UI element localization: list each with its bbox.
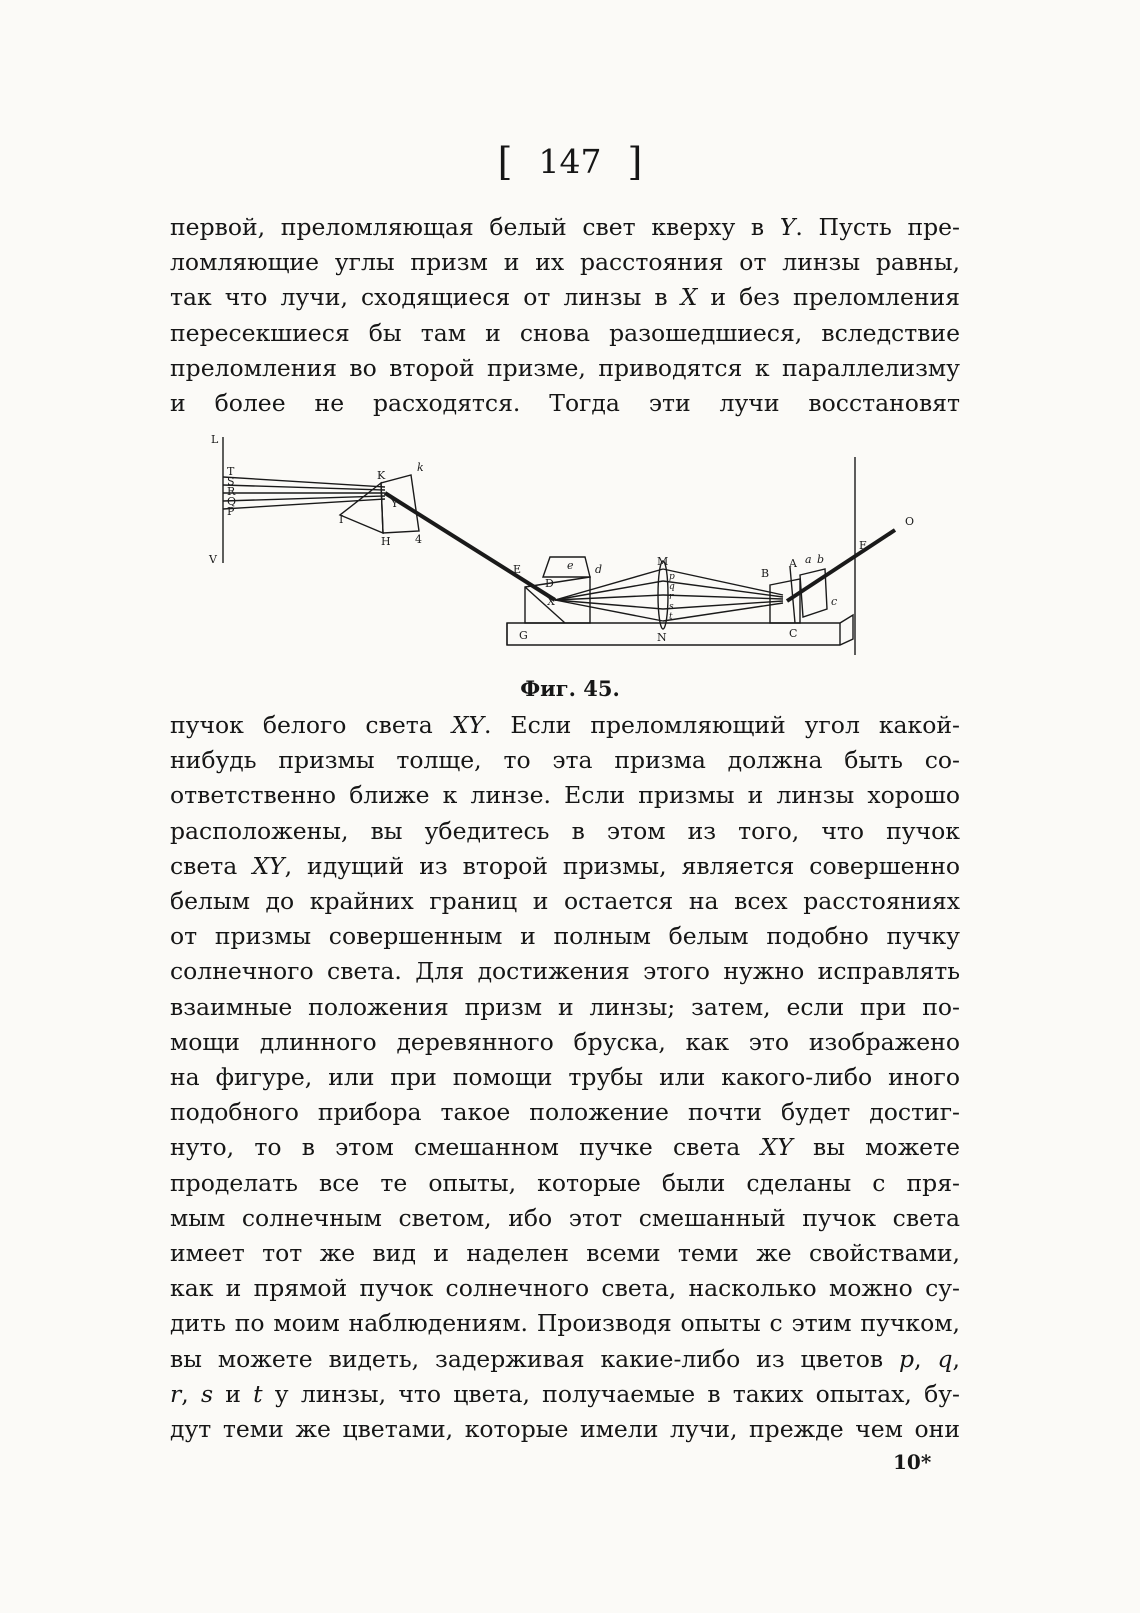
text-run: преломления во второй призме, приводятся к параллелизму [170, 353, 960, 382]
text-run: мощи длинного деревянного бруска, как это изображено [170, 1027, 960, 1056]
text-run: нибудь призмы толще, то эта призма должна быть со- [170, 746, 960, 775]
text-line [170, 743, 960, 778]
math-symbol: X [680, 283, 698, 312]
label-d: d [595, 563, 603, 576]
left-bracket: [ [497, 140, 513, 184]
text-run: мым солнечным светом, ибо этот смешанный пучок света [170, 1203, 960, 1232]
text-line [170, 919, 960, 954]
math-symbol: p [899, 1344, 915, 1373]
label-a: a [805, 553, 812, 566]
text-run: взаимные положения призм и линзы; затем, если при по- [170, 992, 960, 1021]
text-run: на фигуре, или при помощи трубы или какого-либо иного [170, 1063, 960, 1092]
beam-fo [787, 530, 895, 601]
text-line [170, 245, 960, 280]
text-line [170, 1095, 960, 1130]
text-line [170, 1412, 960, 1447]
bench [507, 615, 853, 645]
page-number: 147 [538, 142, 602, 181]
text-line [170, 778, 960, 813]
label-Q: Q [227, 495, 237, 508]
label-c: c [831, 595, 838, 608]
ray [663, 595, 783, 599]
label-p: p [669, 572, 675, 582]
text-run: и более не расходятся. Тогда эти лучи восстановят [170, 389, 960, 418]
text-run: . Пусть пре- [795, 213, 960, 241]
label-H: H [381, 535, 391, 548]
text-line [170, 316, 960, 351]
text-run: как и прямой пучок солнечного света, насколько можно су- [170, 1274, 960, 1303]
text-line [170, 849, 960, 884]
math-symbol: t [253, 1379, 263, 1408]
text-line [170, 814, 960, 849]
label-L: L [211, 433, 219, 446]
text-line [170, 386, 960, 421]
text-line [170, 1060, 960, 1095]
label-e: e [567, 559, 574, 572]
text-line [170, 1130, 960, 1165]
figure-caption: Фиг. 45. [520, 676, 620, 701]
text-line [170, 1306, 960, 1341]
text-line [170, 990, 960, 1025]
text-line [170, 1271, 960, 1306]
label-I: I [339, 513, 344, 526]
text-run: , [952, 1344, 960, 1373]
text-run: проделать все те опыты, которые были сделаны с пря- [170, 1168, 960, 1197]
text-line [170, 1377, 960, 1412]
text-line [170, 884, 960, 919]
label-S: S [227, 475, 235, 488]
text-run: белым до крайних границ и остается на всех расстояниях [170, 887, 960, 916]
page-header [0, 140, 1140, 184]
text-run: . Если преломляющий угол какой- [483, 711, 960, 739]
text-run: пучок белого света [170, 711, 452, 739]
label-k: k [417, 461, 424, 474]
text-line [170, 1236, 960, 1271]
ray [555, 600, 663, 621]
label-R: R [227, 485, 236, 498]
text-line [170, 351, 960, 386]
ray [555, 600, 663, 609]
text-line [170, 280, 960, 315]
math-symbol: q [937, 1344, 953, 1373]
label-E: E [513, 563, 522, 576]
figure-45 [205, 433, 915, 685]
math-symbol: XY [252, 851, 285, 880]
text-run: , идущий из второй призмы, является совершенно [284, 851, 961, 880]
math-symbol: XY [451, 711, 484, 739]
label-F: F [859, 539, 867, 552]
label-b: b [817, 553, 825, 566]
label-A: A [789, 557, 797, 570]
text-run: и [213, 1379, 254, 1408]
label-T: T [227, 465, 235, 478]
text-run: подобного прибора такое положение почти будет достиг- [170, 1098, 960, 1127]
label-M: M [657, 555, 669, 568]
label-h: 4 [415, 533, 422, 546]
text-run: дут теми же цветами, которые имели лучи, прежде чем они [170, 1415, 960, 1444]
paragraph-main [170, 708, 960, 1447]
math-symbol: Y [779, 213, 796, 241]
text-line [170, 1025, 960, 1060]
optics-diagram [205, 433, 915, 685]
page-signature: 10* [893, 1450, 932, 1474]
text-run: расположены, вы убедитесь в этом из того, что пучок [170, 816, 960, 845]
label-C: C [789, 627, 798, 640]
label-K: K [377, 469, 386, 482]
text-run: ответственно ближе к линзе. Если призмы и линзы хорошо [170, 781, 960, 810]
text-run: вы можете [792, 1133, 960, 1162]
label-N: N [657, 631, 667, 644]
math-symbol: r [170, 1379, 182, 1408]
text-run: , [181, 1379, 201, 1408]
text-line [170, 210, 960, 245]
text-line [170, 708, 960, 743]
text-run: нуто, то в этом смешанном пучке света [170, 1133, 761, 1162]
label-X: X [547, 595, 555, 608]
text-line [170, 1201, 960, 1236]
text-run: пересекшиеся бы там и снова разошедшиеся, вследствие [170, 318, 960, 347]
text-line [170, 954, 960, 989]
label-Y: Y [391, 497, 399, 510]
text-run: ломляющие углы призм и их расстояния от линзы равны, [170, 248, 960, 277]
label-q: q [669, 582, 675, 592]
label-G: G [519, 629, 528, 642]
text-run: вы можете видеть, задерживая какие-либо из цветов [170, 1344, 900, 1373]
text-line [170, 1166, 960, 1201]
label-D: D [545, 577, 554, 590]
prism-first [340, 483, 383, 533]
ray [663, 581, 783, 597]
label-O: O [905, 515, 915, 528]
paragraph-top [170, 210, 960, 421]
text-run: и без преломления [697, 283, 960, 312]
text-run: первой, преломляющая белый свет кверху в [170, 213, 780, 241]
text-run: имеет тот же вид и наделен всеми теми же свойствами, [170, 1239, 960, 1268]
math-symbol: s [200, 1379, 213, 1408]
label-t: t [669, 612, 673, 622]
text-run: у линзы, что цвета, получаемые в таких опытах, бу- [262, 1379, 961, 1408]
label-r: r [669, 592, 674, 602]
text-run: от призмы совершенным и полным белым подобно пучку [170, 922, 960, 951]
right-bracket: ] [627, 140, 643, 184]
label-B: B [761, 567, 770, 580]
text-run: , [914, 1344, 938, 1373]
math-symbol: XY [760, 1133, 793, 1162]
text-line [170, 1342, 960, 1377]
label-s: s [669, 602, 674, 612]
text-run: солнечного света. Для достижения этого нужно исправлять [170, 957, 960, 986]
label-V: V [209, 553, 217, 566]
label-P: P [227, 505, 235, 518]
text-run: света [170, 851, 253, 880]
beam-yx [385, 493, 555, 600]
text-run: так что лучи, сходящиеся от линзы в [170, 283, 681, 312]
text-run: дить по моим наблюдениям. Производя опыты с этим пучком, [170, 1309, 960, 1338]
